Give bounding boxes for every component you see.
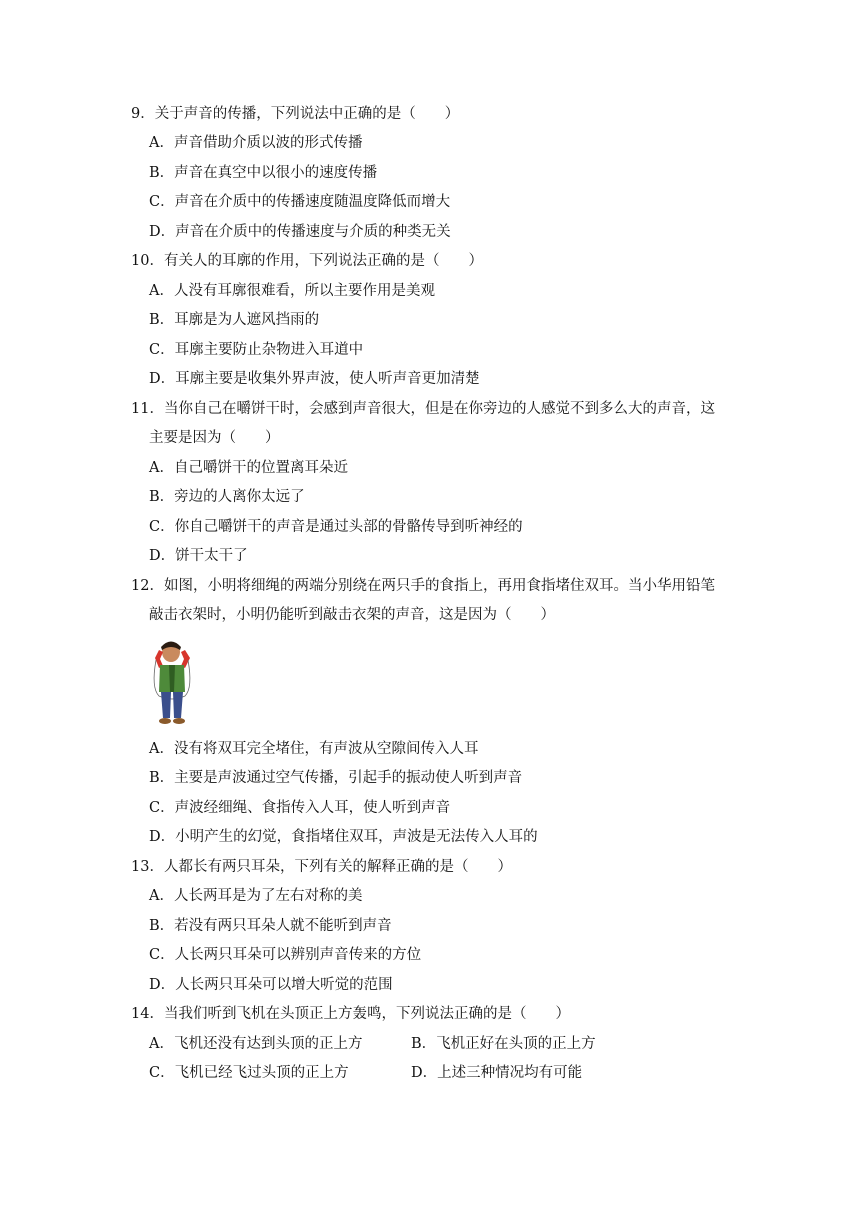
- q10-option-c: C．耳廓主要防止杂物进入耳道中: [149, 342, 364, 358]
- q9-stem: 9．关于声音的传播，下列说法中正确的是（ ）: [131, 106, 460, 122]
- q12-option-b: B．主要是声波通过空气传播，引起手的振动使人听到声音: [149, 770, 523, 786]
- q14-option-c: C．飞机已经飞过头顶的正上方: [149, 1065, 349, 1081]
- q13-option-d: D．人长两只耳朵可以增大听觉的范围: [149, 977, 393, 993]
- q12-stem-line1: 12．如图，小明将细绳的两端分别绕在两只手的食指上，再用食指堵住双耳。当小华用铅笔: [131, 578, 715, 594]
- q10-option-b: B．耳廓是为人遮风挡雨的: [149, 312, 320, 328]
- q13-option-c: C．人长两只耳朵可以辨别声音传来的方位: [149, 947, 422, 963]
- q14-option-b: B．飞机正好在头顶的正上方: [411, 1036, 596, 1052]
- q14-stem: 14．当我们听到飞机在头顶正上方轰鸣，下列说法正确的是（ ）: [131, 1006, 570, 1022]
- q11-stem-line1: 11．当你自己在嚼饼干时，会感到声音很大，但是在你旁边的人感觉不到多么大的声音，这: [131, 401, 715, 417]
- q11-option-a: A．自己嚼饼干的位置离耳朵近: [149, 460, 348, 476]
- boy-with-string-figure: [147, 638, 197, 728]
- q10-stem: 10．有关人的耳廓的作用，下列说法正确的是（ ）: [131, 253, 483, 269]
- q9-option-d: D．声音在介质中的传播速度与介质的种类无关: [149, 224, 451, 240]
- q12-stem-line2: 敲击衣架时，小明仍能听到敲击衣架的声音，这是因为（ ）: [149, 607, 555, 623]
- q12-option-a: A．没有将双耳完全堵住，有声波从空隙间传入人耳: [149, 741, 479, 757]
- q11-option-b: B．旁边的人离你太远了: [149, 489, 305, 505]
- q14-option-d: D．上述三种情况均有可能: [411, 1065, 583, 1081]
- q11-option-c: C．你自己嚼饼干的声音是通过头部的骨骼传导到听神经的: [149, 519, 523, 535]
- q10-option-d: D．耳廓主要是收集外界声波，使人听声音更加清楚: [149, 371, 480, 387]
- q14-option-a: A．飞机还没有达到头顶的正上方: [149, 1036, 363, 1052]
- q13-option-b: B．若没有两只耳朵人就不能听到声音: [149, 918, 392, 934]
- q13-option-a: A．人长两耳是为了左右对称的美: [149, 888, 363, 904]
- q9-option-c: C．声音在介质中的传播速度随温度降低而增大: [149, 194, 451, 210]
- q11-stem-line2: 主要是因为（ ）: [149, 430, 280, 446]
- q9-option-a: A．声音借助介质以波的形式传播: [149, 135, 363, 151]
- q10-option-a: A．人没有耳廓很难看，所以主要作用是美观: [149, 283, 435, 299]
- q12-option-c: C．声波经细绳、食指传入人耳，使人听到声音: [149, 800, 451, 816]
- q13-stem: 13．人都长有两只耳朵，下列有关的解释正确的是（ ）: [131, 859, 512, 875]
- q12-option-d: D．小明产生的幻觉，食指堵住双耳，声波是无法传入人耳的: [149, 829, 538, 845]
- q9-option-b: B．声音在真空中以很小的速度传播: [149, 165, 378, 181]
- q11-option-d: D．饼干太干了: [149, 548, 248, 564]
